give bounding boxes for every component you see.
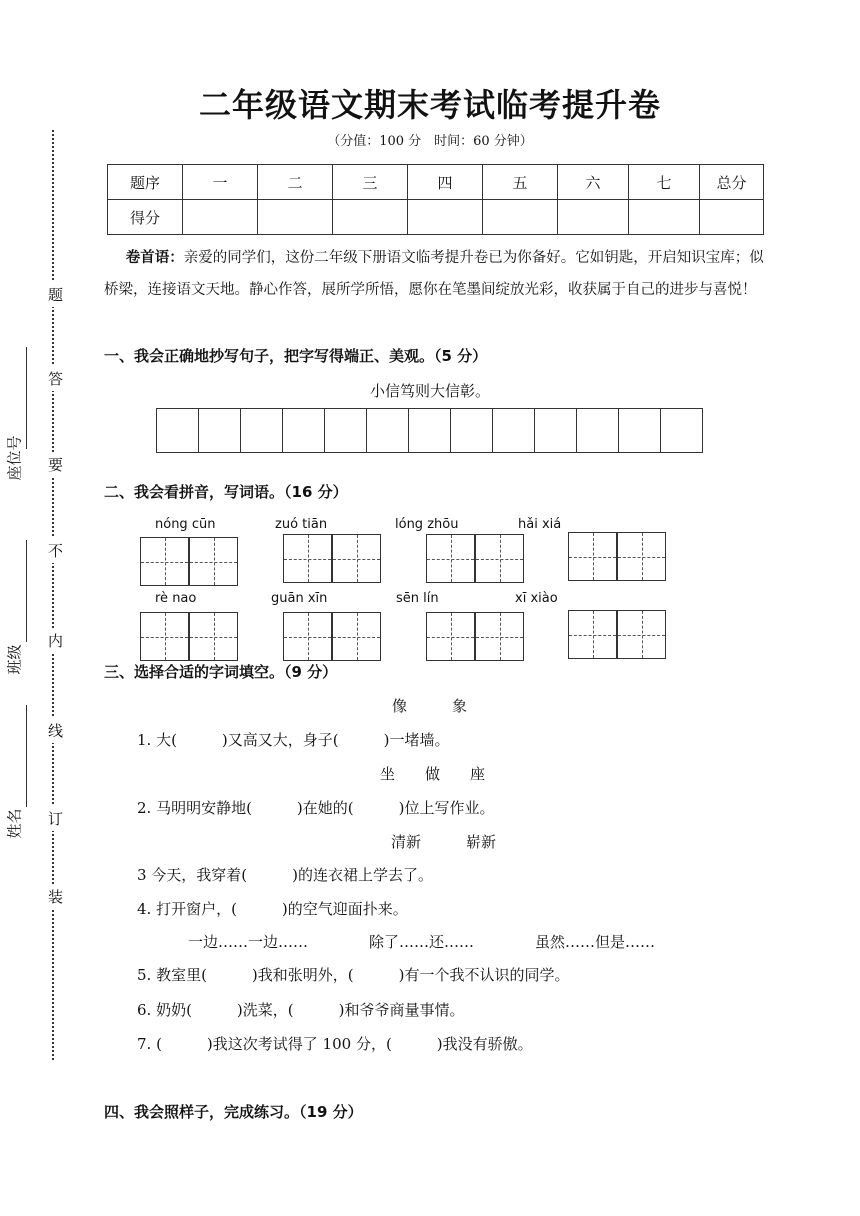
name-label: 姓名 [5,808,24,839]
tianzige-box[interactable] [475,534,524,583]
tianzige-box[interactable] [475,612,524,661]
header-cell: 题序 [108,165,183,200]
class-underline[interactable] [26,540,27,642]
binding-mark: 内 [48,628,63,653]
binding-mark: 订 [48,806,63,831]
binding-mark: 线 [48,718,63,743]
tianzige-box[interactable] [140,612,189,661]
grid-cell[interactable] [325,408,367,453]
grid-cell[interactable] [241,408,283,453]
grid-cell[interactable] [451,408,493,453]
word-options: 像 象 [392,697,468,715]
intro-paragraph [104,242,764,306]
score-table-score-row [108,200,764,235]
seat-underline[interactable] [26,347,27,449]
pinyin-label: hǎi xiá [518,517,562,532]
grid-cell[interactable] [661,408,703,453]
binding-mark: 不 [48,538,63,563]
header-cell: 五 [483,165,558,200]
binding-mark: 装 [48,884,63,909]
page-title: 二年级语文期末考试临考提升卷 [198,86,661,124]
score-cell[interactable] [333,200,408,235]
pinyin-label: zuó tiān [275,517,328,532]
section-1-heading: 一、我会正确地抄写句子，把字写得端正、美观。（5 分） [104,347,488,365]
grid-cell[interactable] [283,408,325,453]
tianzige-box[interactable] [189,537,238,586]
score-cell[interactable] [700,200,764,235]
score-cell[interactable] [408,200,483,235]
name-underline[interactable] [26,705,27,807]
question-5: 5. 教室里( )我和张明外，( )有一个我不认识的同学。 [137,966,570,984]
pinyin-label: rè nao [155,591,197,606]
binding-mark: 答 [48,366,63,391]
score-cell[interactable] [558,200,629,235]
section-4-heading: 四、我会照样子，完成练习。（19 分） [104,1103,363,1121]
question-3: 3 今天，我穿着( )的连衣裙上学去了。 [137,866,434,884]
tianzige-box[interactable] [426,612,475,661]
section-2-heading: 二、我会看拼音，写词语。（16 分） [104,483,348,501]
grid-cell[interactable] [493,408,535,453]
binding-mark: 题 [48,282,63,307]
tianzige-box[interactable] [189,612,238,661]
intro-text: 亲爱的同学们，这份二年级下册语文临考提升卷已为你备好。它如钥匙，开启知识宝库；似桥梁，连接语文天地。静心作答，展所学所悟，愿你在笔墨间绽放光彩，收获属于自己的进步与喜悦！ [104,250,764,298]
tianzige-box[interactable] [568,532,617,581]
copy-grid[interactable] [156,408,703,453]
pinyin-label: sēn lín [396,591,439,606]
score-table-header-row [108,165,764,200]
seat-number-label: 座位号 [5,435,24,481]
header-cell: 一 [183,165,258,200]
score-cell[interactable] [258,200,333,235]
word-option-pair: 除了……还…… [369,933,475,951]
question-7: 7. ( )我这次考试得了 100 分，( )我没有骄傲。 [137,1035,533,1053]
tianzige-box[interactable] [283,534,332,583]
score-cell[interactable] [183,200,258,235]
tianzige-box[interactable] [568,610,617,659]
score-cell[interactable] [629,200,700,235]
copy-sentence: 小信笃则大信彰。 [369,382,490,400]
tianzige-box[interactable] [283,612,332,661]
grid-cell[interactable] [619,408,661,453]
grid-cell[interactable] [577,408,619,453]
grid-cell[interactable] [199,408,241,453]
question-4: 4. 打开窗户，( )的空气迎面扑来。 [137,900,408,918]
score-row-label: 得分 [108,200,183,235]
tianzige-box[interactable] [617,610,666,659]
score-table [107,164,764,235]
tianzige-box[interactable] [332,612,381,661]
header-cell: 总分 [700,165,764,200]
word-options: 坐 做 座 [380,765,486,783]
score-cell[interactable] [483,200,558,235]
tianzige-box[interactable] [426,534,475,583]
pinyin-label: nóng cūn [155,517,216,532]
pinyin-label: guān xīn [271,591,328,606]
tianzige-box[interactable] [617,532,666,581]
header-cell: 二 [258,165,333,200]
binding-line [52,130,54,1060]
intro-label: 卷首语： [125,250,184,266]
class-label: 班级 [5,644,24,675]
question-2: 2. 马明明安静地( )在她的( )位上写作业。 [137,799,495,817]
header-cell: 七 [629,165,700,200]
header-cell: 三 [333,165,408,200]
section-3-heading: 三、选择合适的字词填空。（9 分） [104,661,341,682]
binding-mark: 要 [48,452,63,477]
tianzige-box[interactable] [332,534,381,583]
word-option-pair: 虽然……但是…… [535,933,656,951]
grid-cell[interactable] [157,408,199,453]
grid-cell[interactable] [367,408,409,453]
header-cell: 六 [558,165,629,200]
exam-meta: （分值：100 分 时间：60 分钟） [327,134,533,149]
pinyin-label: xī xiào [515,591,558,606]
question-1: 1. 大( )又高又大，身子( )一堵墙。 [137,731,450,749]
question-6: 6. 奶奶( )洗菜，( )和爷爷商量事情。 [137,1001,465,1019]
word-options: 清新 崭新 [391,833,497,851]
header-cell: 四 [408,165,483,200]
grid-cell[interactable] [409,408,451,453]
word-option-pair: 一边……一边…… [188,933,309,951]
pinyin-label: lóng zhōu [395,517,459,532]
grid-cell[interactable] [535,408,577,453]
tianzige-box[interactable] [140,537,189,586]
